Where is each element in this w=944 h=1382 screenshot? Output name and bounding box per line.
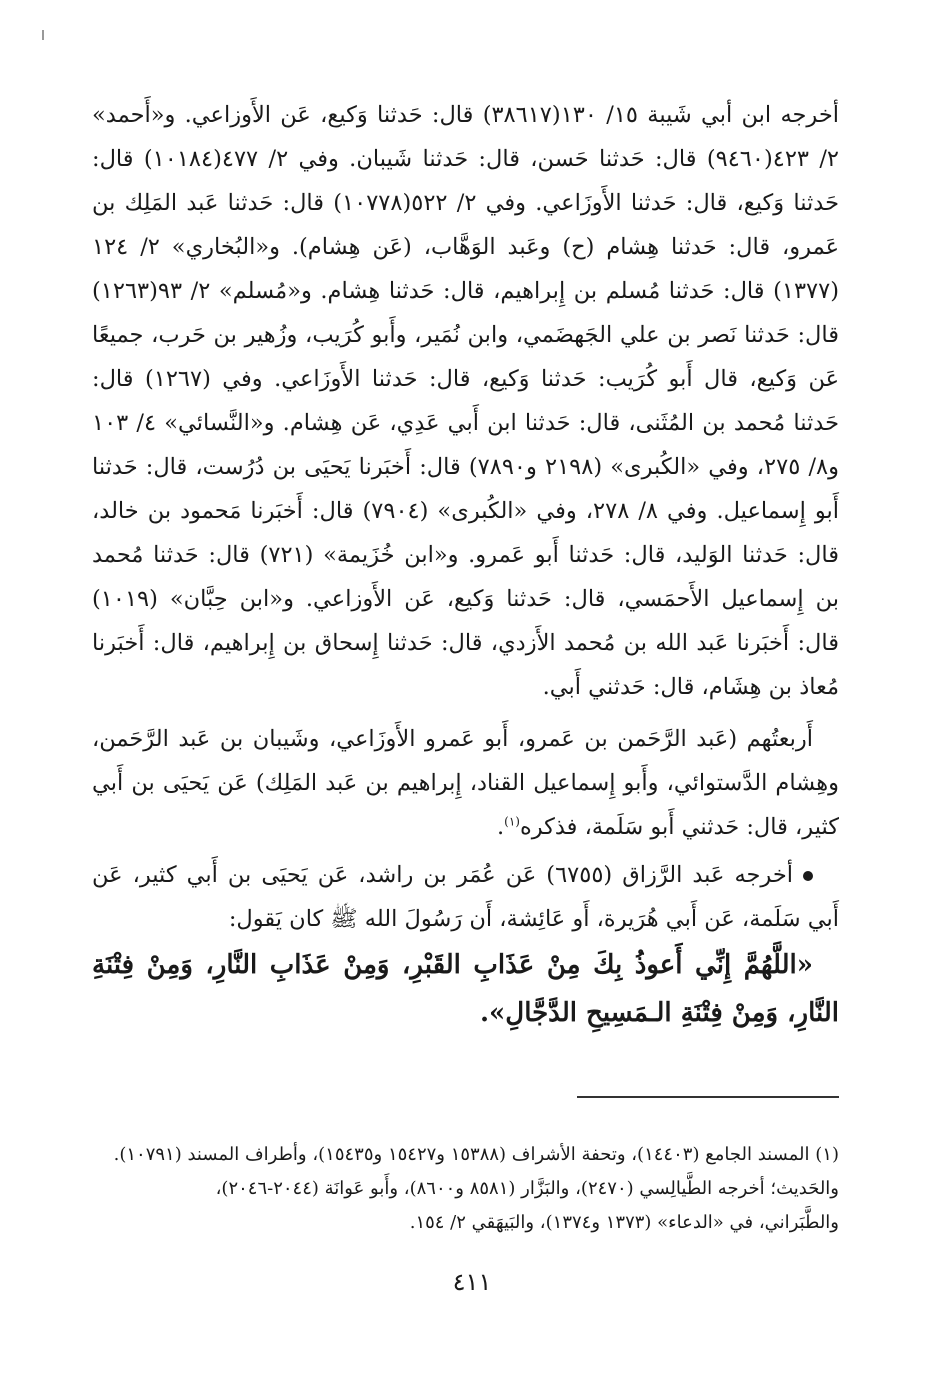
footnote-line-1: (١) المسند الجامع (١٤٤٠٣)، وتحفة الأشراف (١٥٣٨٨ و١٥٤٢٧ و١٥٤٣٥)، وأطراف المسند (١٠٧٩١). [113, 1144, 839, 1165]
bullet-paragraph [92, 853, 839, 941]
bullet-icon [803, 871, 813, 881]
narrators-text: أَربعتُهم (عَبد الرَّحَمن بن عَمرو، أَبو عَمرو الأَوزَاعي، وشَيبان بن عَبد الرَّحَمن، وهِشام الدَّستوائي، وأَبو إِسماعيل القناد، إِبراهيم بن عَبد المَلِك) عَن يَحيَى بن أَبي كثير، قال: حَدثني أَبو سَلَمة، فذكره [92, 726, 839, 840]
narrators-paragraph: أَربعتُهم (عَبد الرَّحَمن بن عَمرو، أَبو عَمرو الأَوزَاعي، وشَيبان بن عَبد الرَّحَمن، وهِشام الدَّستوائي، وأَبو إِسماعيل القناد، إِبراهيم بن عَبد المَلِك) عَن يَحيَى بن أَبي كثير، قال: حَدثني أَبو سَلَمة، فذكره$^{(١)}$. [92, 726, 839, 840]
hadith-text: «اللَّهُمَّ إِنِّي أَعوذُ بِكَ مِنْ عَذَابِ القَبْرِ، وَمِنْ عَذَابِ النَّارِ، وَمِنْ فِتْنَةِ النَّارِ، وَمِنْ فِتْنَةِ الـمَسِيحِ الدَّجَّالِ». [92, 950, 839, 1028]
footnote-line-3: والطَّبَراني، في «الدعاء» (١٣٧٣ و١٣٧٤)، والبَيهَقي ٢/ ١٥٤. [409, 1212, 839, 1233]
main-text-block [92, 93, 839, 1037]
footnote-divider [577, 1096, 839, 1098]
footnotes-block [92, 1138, 839, 1240]
bullet-paragraph-text: أخرجه عَبد الرَّزاق (٦٧٥٥) عَن عُمَر بن راشد، عَن يَحيَى بن أَبي كثير، عَن أَبي سَلَمة، عَن أَبي هُرَيرة، أَو عَائِشة، أَن رَسُولَ الله ﷺ كان يَقول: [92, 862, 839, 932]
footnote-reference: (١) [504, 814, 520, 829]
footnote-line-2: والحَديث؛ أخرجه الطَّيالِسي (٢٤٧٠)، والبَزَّار (٨٥٨١ و٨٦٠٠)، وأَبو عَوانَة (٢٠٤٤-٢٠٤٦)، [215, 1178, 839, 1199]
scan-mark [42, 30, 44, 40]
page-number: ٤١١ [452, 1268, 492, 1296]
takhrij-paragraph: أخرجه ابن أبي شَيبة ١٥/ ١٣٠(٣٨٦١٧) قال: حَدثنا وَكيع، عَن الأَوزاعي. و«أَحمد» ٢/ ٤٢٣(٩٤٦٠) قال: حَدثنا حَسن، قال: حَدثنا شَيبان. وفي ٢/ ٤٧٧(١٠١٨٤) قال: حَدثنا وَكيع، قال: حَدثنا الأَوزَاعي. وفي ٢/ ٥٢٢(١٠٧٧٨) قال: حَدثنا عَبد المَلِك بن عَمرو، قال: حَدثنا هِشام (ح) وعَبد الوَهَّاب، (عَن هِشام). و«البُخاري» ٢/ ١٢٤ (١٣٧٧) قال: حَدثنا مُسلم بن إِبراهيم، قال: حَدثنا هِشام. و«مُسلم» ٢/ ٩٣(١٢٦٣) قال: حَدثنا نَصر بن علي الجَهضَمي، وابن نُمَير، وأَبو كُرَيب، وزُهير بن حَرب، جميعًا عَن وَكيع، قال أَبو كُرَيب: حَدثنا وَكيع، قال: حَدثنا الأَوزَاعي. وفي (١٢٦٧) قال: حَدثنا مُحمد بن المُثَنى، قال: حَدثنا ابن أَبي عَدِي، عَن هِشام. و«النَّسائي» ٤/ ١٠٣ و٨/ ٢٧٥، وفي «الكُبرى» (٢١٩٨ و٧٨٩٠) قال: أَخبَرنا يَحيَى بن دُرُست، قال: حَدثنا أَبو إِسماعيل. وفي ٨/ ٢٧٨، وفي «الكُبرى» (٧٩٠٤) قال: أَخبَرنا مَحمود بن خالد، قال: حَدثنا الوَليد، قال: حَدثنا أَبو عَمرو. و«ابن خُزَيمة» (٧٢١) قال: حَدثنا مُحمد بن إِسماعيل الأَحمَسي، قال: حَدثنا وَكيع، عَن الأَوزاعي. و«ابن حِبَّان» (١٠١٩) قال: أَخبَرنا عَبد الله بن مُحمد الأَزدي، قال: حَدثنا إِسحاق بن إِبراهيم، قال: أَخبَرنا مُعاذ بن هِشَام، قال: حَدثني أَبي. [92, 102, 840, 700]
